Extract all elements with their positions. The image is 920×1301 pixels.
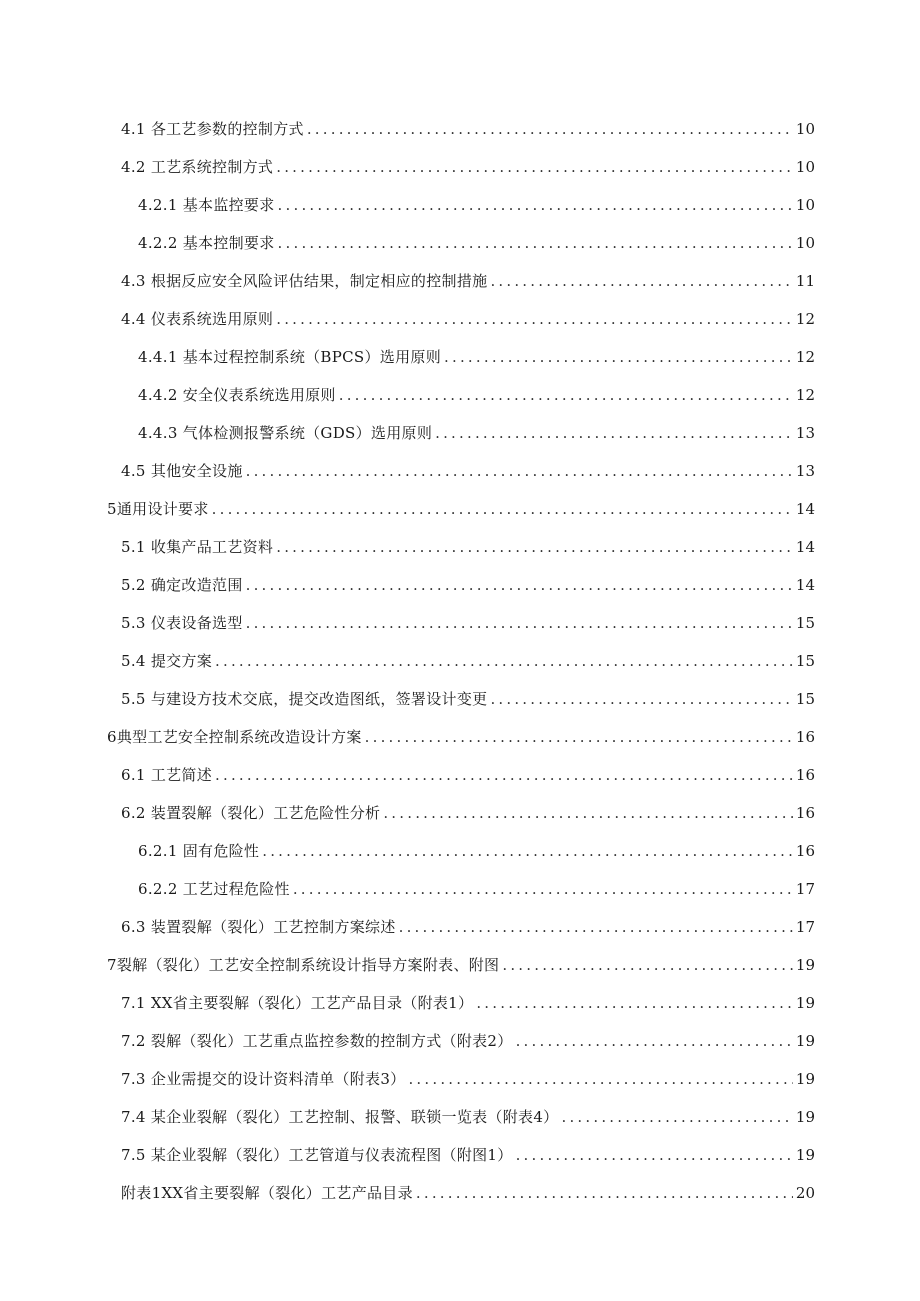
toc-leader-dots — [215, 642, 793, 680]
toc-entry[interactable] — [0, 984, 815, 1022]
toc-entry[interactable] — [0, 946, 815, 984]
toc-entry[interactable] — [0, 756, 815, 794]
toc-leader-dots — [416, 1174, 793, 1212]
toc-entry-page: 15 — [795, 614, 815, 632]
toc-leader-dots — [516, 1136, 793, 1174]
toc-leader-dots — [276, 300, 793, 338]
toc-entry[interactable] — [0, 110, 815, 148]
toc-entry-title: 5.2 确定改造范围 — [121, 576, 243, 594]
toc-entry-page: 17 — [795, 918, 815, 936]
toc-leader-dots — [490, 680, 792, 718]
toc-leader-dots — [276, 528, 793, 566]
toc-entry[interactable] — [0, 566, 815, 604]
toc-entry-title: 4.2.1 基本监控要求 — [138, 196, 275, 214]
toc-entry-title: 6.2.2 工艺过程危险性 — [138, 880, 290, 898]
toc-leader-dots — [444, 338, 793, 376]
toc-entry[interactable] — [0, 604, 815, 642]
toc-entry-page: 10 — [795, 120, 815, 138]
toc-entry-page: 19 — [795, 1108, 815, 1126]
toc-entry-title: 4.1 各工艺参数的控制方式 — [121, 120, 304, 138]
toc-leader-dots — [278, 224, 793, 262]
toc-leader-dots — [399, 908, 793, 946]
toc-entry-page: 15 — [795, 652, 815, 670]
toc-entry-title: 4.3 根据反应安全风险评估结果，制定相应的控制措施 — [121, 272, 488, 290]
toc-entry-page: 19 — [795, 994, 815, 1012]
toc-entry-title: 7.5 某企业裂解（裂化）工艺管道与仪表流程图（附图1） — [121, 1146, 513, 1164]
toc-entry-title: 5.4 提交方案 — [121, 652, 213, 670]
toc-entry-title: 4.2.2 基本控制要求 — [138, 234, 275, 252]
toc-leader-dots — [383, 794, 793, 832]
toc-entry-page: 19 — [795, 956, 815, 974]
toc-entry-page: 16 — [795, 804, 815, 822]
toc-entry[interactable] — [0, 718, 815, 756]
toc-leader-dots — [278, 186, 793, 224]
toc-entry[interactable] — [0, 262, 815, 300]
toc-entry-page: 19 — [795, 1146, 815, 1164]
toc-entry-page: 12 — [795, 348, 815, 366]
toc-entry-page: 20 — [795, 1184, 815, 1202]
toc-leader-dots — [516, 1022, 793, 1060]
toc-leader-dots — [246, 452, 793, 490]
toc-leader-dots — [276, 148, 793, 186]
toc-entry-page: 14 — [795, 500, 815, 518]
toc-entry-page: 15 — [795, 690, 815, 708]
toc-entry[interactable] — [0, 794, 815, 832]
toc-entry-title: 5通用设计要求 — [107, 500, 209, 518]
table-of-contents — [0, 110, 920, 1212]
toc-entry[interactable] — [0, 452, 815, 490]
toc-leader-dots — [293, 870, 793, 908]
toc-entry-page: 12 — [795, 386, 815, 404]
toc-entry[interactable] — [0, 1174, 815, 1212]
toc-entry-page: 10 — [795, 196, 815, 214]
toc-entry-title: 7.4 某企业裂解（裂化）工艺控制、报警、联锁一览表（附表4） — [121, 1108, 559, 1126]
toc-entry-page: 17 — [795, 880, 815, 898]
toc-entry[interactable] — [0, 680, 815, 718]
toc-entry-page: 13 — [795, 462, 815, 480]
toc-entry-title: 4.5 其他安全设施 — [121, 462, 243, 480]
toc-entry-title: 4.4 仪表系统选用原则 — [121, 310, 274, 328]
toc-entry[interactable] — [0, 832, 815, 870]
toc-entry[interactable] — [0, 376, 815, 414]
toc-entry-title: 6.1 工艺简述 — [121, 766, 213, 784]
toc-leader-dots — [408, 1060, 792, 1098]
toc-entry-page: 16 — [795, 842, 815, 860]
toc-leader-dots — [490, 262, 792, 300]
toc-entry-title: 6典型工艺安全控制系统改造设计方案 — [107, 728, 362, 746]
toc-entry-page: 14 — [795, 538, 815, 556]
toc-leader-dots — [561, 1098, 792, 1136]
toc-entry[interactable] — [0, 186, 815, 224]
toc-leader-dots — [246, 566, 793, 604]
toc-leader-dots — [212, 490, 793, 528]
toc-entry[interactable] — [0, 414, 815, 452]
toc-entry-page: 11 — [795, 272, 815, 290]
toc-entry-page: 13 — [795, 424, 815, 442]
toc-entry-title: 7.3 企业需提交的设计资料清单（附表3） — [121, 1070, 406, 1088]
toc-leader-dots — [339, 376, 793, 414]
toc-entry-title: 5.3 仪表设备选型 — [121, 614, 243, 632]
toc-leader-dots — [215, 756, 793, 794]
toc-entry-title: 6.2 装置裂解（裂化）工艺危险性分析 — [121, 804, 381, 822]
toc-entry-title: 4.4.2 安全仪表系统选用原则 — [138, 386, 336, 404]
toc-entry[interactable] — [0, 528, 815, 566]
toc-entry[interactable] — [0, 148, 815, 186]
toc-entry-title: 4.4.1 基本过程控制系统（BPCS）选用原则 — [138, 348, 442, 366]
toc-leader-dots — [435, 414, 793, 452]
toc-entry[interactable] — [0, 338, 815, 376]
toc-entry-title: 6.3 装置裂解（裂化）工艺控制方案综述 — [121, 918, 396, 936]
toc-entry-title: 7.1 XX省主要裂解（裂化）工艺产品目录（附表1） — [121, 994, 474, 1012]
toc-leader-dots — [262, 832, 793, 870]
toc-leader-dots — [365, 718, 793, 756]
toc-entry[interactable] — [0, 300, 815, 338]
toc-entry-page: 19 — [795, 1070, 815, 1088]
toc-entry[interactable] — [0, 870, 815, 908]
toc-entry-title: 5.1 收集产品工艺资料 — [121, 538, 274, 556]
toc-entry-page: 16 — [795, 728, 815, 746]
toc-entry-page: 12 — [795, 310, 815, 328]
toc-leader-dots — [476, 984, 793, 1022]
toc-entry-title: 附表1XX省主要裂解（裂化）工艺产品目录 — [121, 1184, 413, 1202]
toc-entry[interactable] — [0, 490, 815, 528]
toc-entry-page: 14 — [795, 576, 815, 594]
toc-entry[interactable] — [0, 908, 815, 946]
toc-entry[interactable] — [0, 1060, 815, 1098]
toc-entry[interactable] — [0, 1136, 815, 1174]
toc-entry-page: 10 — [795, 234, 815, 252]
toc-entry-title: 6.2.1 固有危险性 — [138, 842, 260, 860]
toc-leader-dots — [502, 946, 793, 984]
toc-leader-dots — [246, 604, 793, 642]
toc-entry-page: 10 — [795, 158, 815, 176]
toc-entry-title: 7.2 裂解（裂化）工艺重点监控参数的控制方式（附表2） — [121, 1032, 513, 1050]
toc-entry[interactable] — [0, 1098, 815, 1136]
toc-entry-page: 16 — [795, 766, 815, 784]
toc-entry[interactable] — [0, 224, 815, 262]
toc-leader-dots — [307, 110, 793, 148]
toc-entry[interactable] — [0, 642, 815, 680]
toc-entry-title: 7裂解（裂化）工艺安全控制系统设计指导方案附表、附图 — [107, 956, 500, 974]
toc-entry-title: 4.2 工艺系统控制方式 — [121, 158, 274, 176]
toc-entry-title: 4.4.3 气体检测报警系统（GDS）选用原则 — [138, 424, 433, 442]
toc-entry[interactable] — [0, 1022, 815, 1060]
toc-entry-title: 5.5 与建设方技术交底，提交改造图纸，签署设计变更 — [121, 690, 488, 708]
toc-entry-page: 19 — [795, 1032, 815, 1050]
